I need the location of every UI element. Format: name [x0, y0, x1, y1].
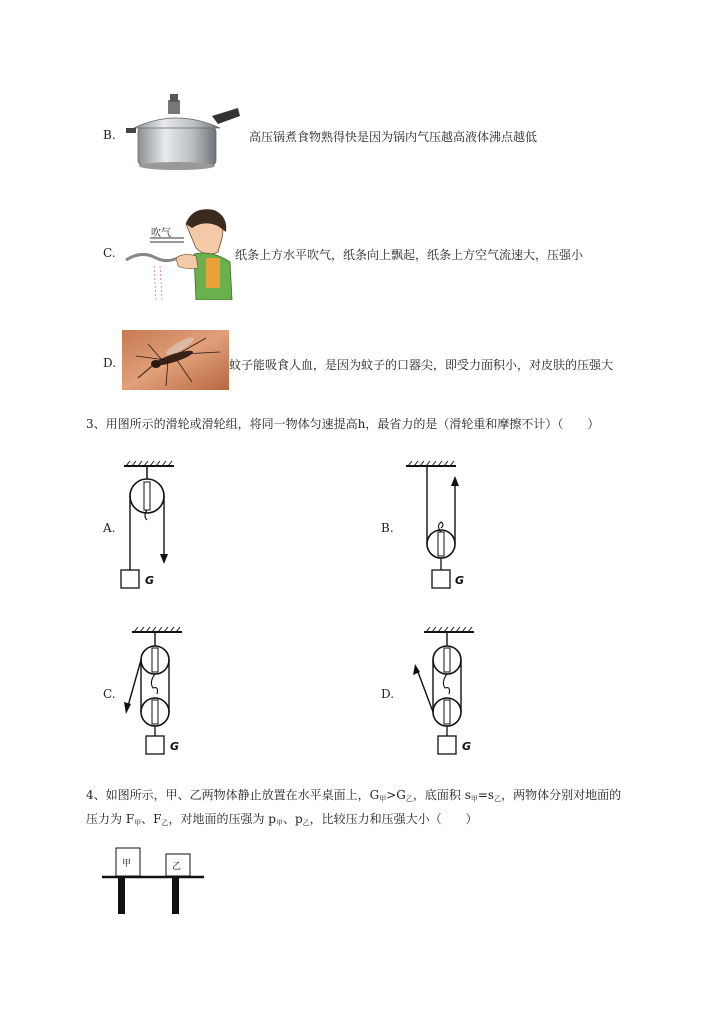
q3-a-weight-label: G	[145, 574, 155, 587]
table-blocks-diagram	[100, 842, 206, 918]
option-c-label: C.	[103, 246, 116, 260]
q3-b-weight-label: G	[455, 574, 465, 587]
question-4-line-1: 4、如图所示，甲、乙两物体静止放置在水平桌面上，$G_甲>G_乙$，底面积 $s_甲=s_乙$，两物体分别对地面的	[86, 788, 622, 803]
block-yi-label: 乙	[172, 862, 182, 872]
movable-pulley-diagram	[402, 458, 470, 598]
option-d-text: 蚊子能吸食人血，是因为蚊子的口器尖，即受力面积小，对皮肤的压强大	[229, 358, 614, 372]
question-4-line-2: 压力为 $F_甲$、$F_乙$，对地面的压强为 $p_甲$、$p_乙$，比较压力和压强大小（ ）	[86, 812, 478, 827]
q3-option-a-label: A.	[103, 521, 116, 535]
boy-blowing-paper-image	[122, 204, 234, 300]
block-jia-label: 甲	[122, 859, 132, 869]
pulley-block-c-diagram	[118, 626, 186, 760]
q3-option-d-label: D.	[381, 687, 395, 701]
pressure-cooker-image	[124, 92, 242, 172]
option-d-label: D.	[103, 356, 117, 370]
mosquito-on-skin-image	[122, 330, 229, 390]
option-c-text: 纸条上方水平吹气，纸条向上飘起，纸条上方空气流速大，压强小	[235, 248, 584, 262]
q3-option-b-label: B.	[381, 521, 394, 535]
q3-option-c-label: C.	[103, 687, 116, 701]
question-3-stem: 3、用图所示的滑轮或滑轮组，将同一物体匀速提高h，最省力的是（滑轮重和摩擦不计）（ ）	[86, 417, 600, 431]
option-b-text: 高压锅煮食物熟得快是因为锅内气压越高液体沸点越低	[249, 130, 538, 144]
q3-d-weight-label: G	[462, 740, 472, 753]
q3-c-weight-label: G	[170, 740, 180, 753]
fixed-pulley-diagram	[118, 458, 180, 598]
pulley-block-d-diagram	[402, 626, 474, 760]
option-b-label: B.	[103, 128, 116, 142]
blow-caption: 吹气	[151, 228, 171, 239]
